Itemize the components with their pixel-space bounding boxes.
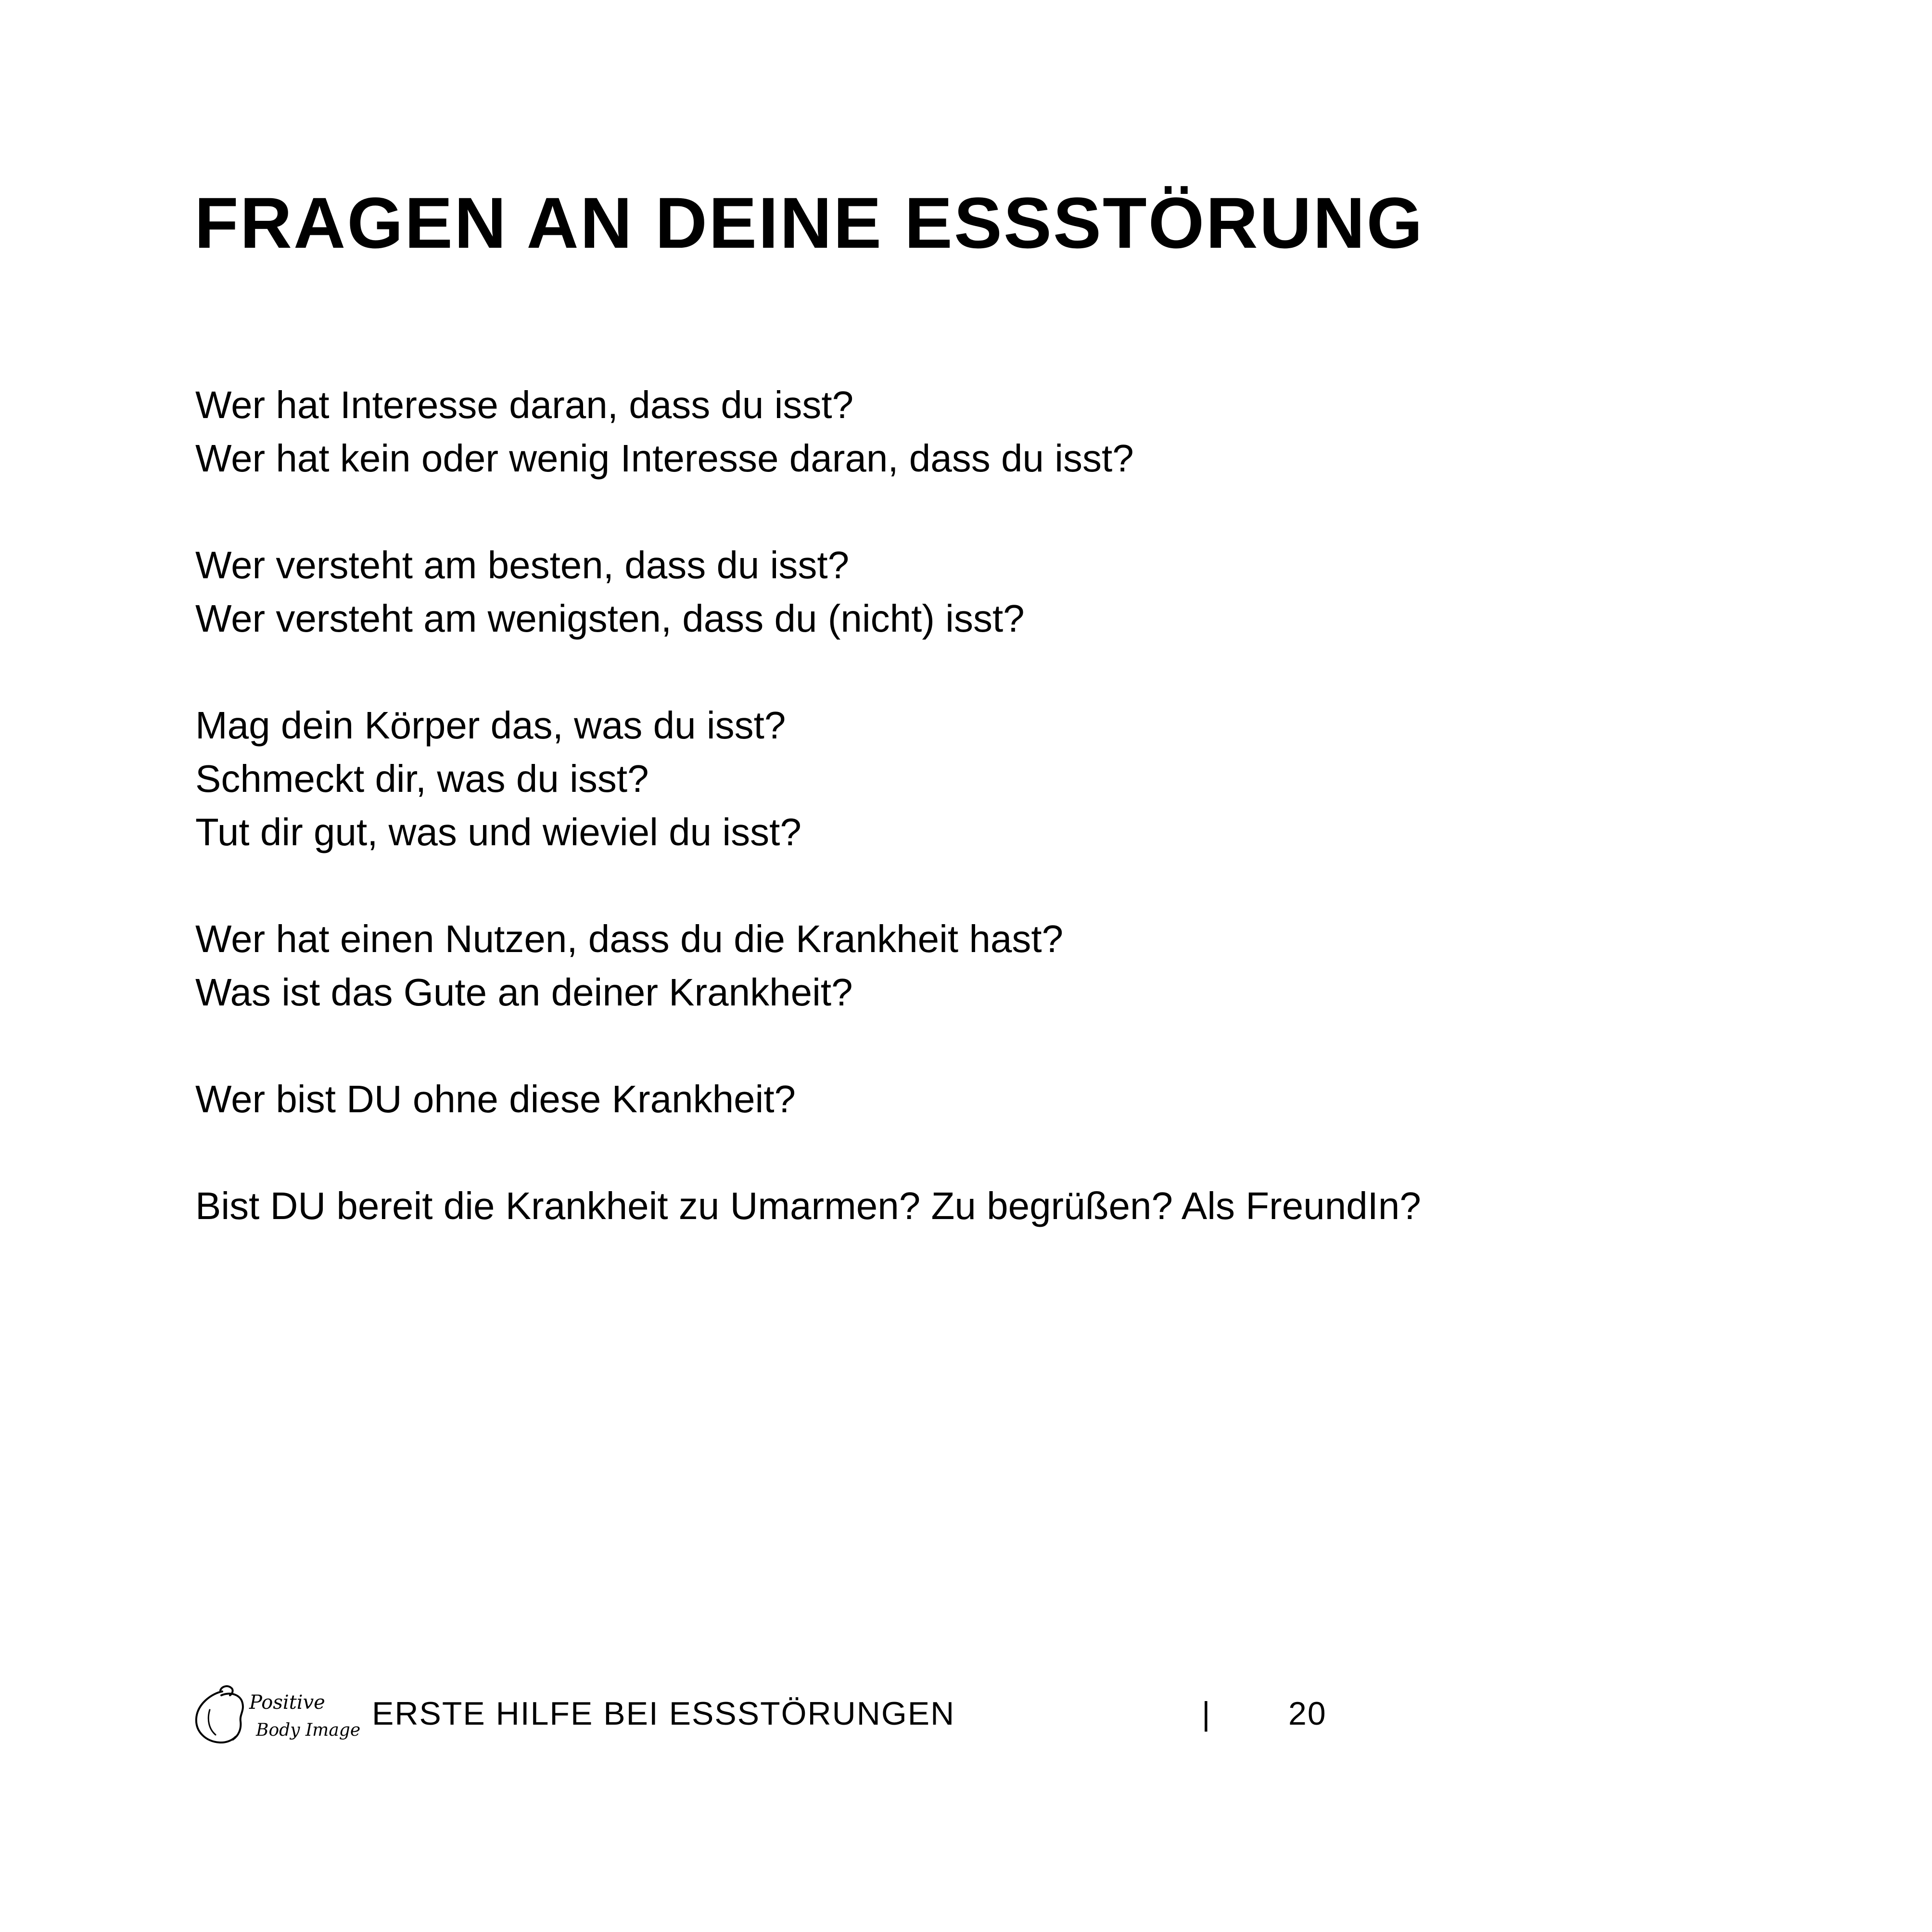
question-group-1 — [195, 378, 1831, 485]
question-line: Wer hat kein oder wenig Interesse daran, dass du isst? — [195, 437, 1134, 480]
positive-body-image-logo — [192, 1681, 361, 1748]
question-line: Schmeckt dir, was du isst? — [195, 757, 649, 800]
question-group-3 — [195, 699, 1831, 859]
svg-text:Body Image: Body Image — [256, 1720, 361, 1740]
footer-separator: | — [1202, 1695, 1210, 1732]
question-group-2 — [195, 538, 1831, 645]
question-line: Mag dein Körper das, was du isst? — [195, 704, 786, 747]
question-line: Wer versteht am wenigsten, dass du (nicht) isst? — [195, 597, 1025, 640]
question-line: Was ist das Gute an deiner Krankheit? — [195, 971, 853, 1014]
question-line: Wer bist DU ohne diese Krankheit? — [195, 1078, 796, 1120]
question-line: Wer hat einen Nutzen, dass du die Krankheit hast? — [195, 917, 1064, 960]
page-footer — [192, 1681, 1443, 1748]
question-line: Tut dir gut, was und wieviel du isst? — [195, 811, 801, 853]
page-number: 20 — [1288, 1695, 1327, 1732]
question-group-4 — [195, 912, 1831, 1019]
body-silhouette-logo-icon — [192, 1681, 361, 1748]
question-group-5 — [195, 1072, 1831, 1126]
question-list — [195, 378, 1831, 1286]
svg-text:Positive: Positive — [249, 1691, 325, 1714]
question-line: Wer versteht am besten, dass du isst? — [195, 544, 850, 586]
question-line: Bist DU bereit die Krankheit zu Umarmen? Zu begrüßen? Als FreundIn? — [195, 1184, 1421, 1227]
question-group-6 — [195, 1179, 1831, 1233]
page-title: FRAGEN AN DEINE ESSSTÖRUNG — [194, 182, 1424, 263]
question-line: Wer hat Interesse daran, dass du isst? — [195, 383, 854, 426]
footer-title: ERSTE HILFE BEI ESSSTÖRUNGEN — [372, 1695, 955, 1732]
